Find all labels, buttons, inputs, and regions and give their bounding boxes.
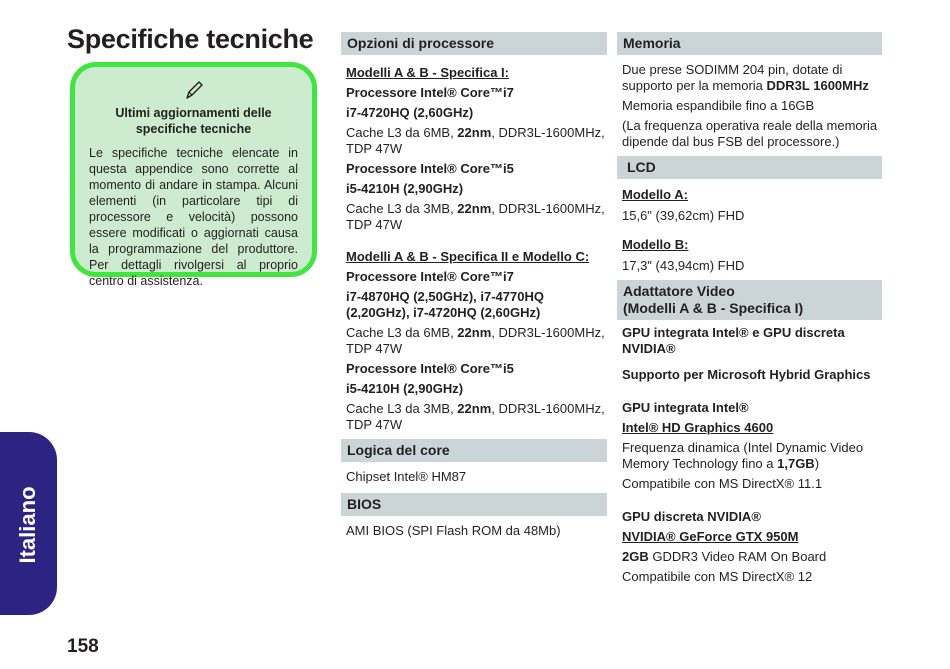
video-heading-line2: (Modelli A & B - Specifica I) [623, 300, 804, 316]
igpu-frequency: Frequenza dinamica (Intel Dynamic Video Memory Technology fino a 1,7GB) [622, 440, 864, 471]
memory-expandable: Memoria espandibile fino a 16GB [622, 98, 815, 113]
cpu-model: i7-4720HQ (2,60GHz) [346, 105, 474, 120]
note-body: Le specifiche tecniche elencate in questa appendice sono corrette al momento di andare in stampa. Alcuni elementi (in particolare tipi di processore e velocità) possono essere modificati o aggiornati causa la programmazione del produttore. Per dettagli rivolgersi al proprio centro di assistenza. [89, 146, 298, 288]
dgpu-model: NVIDIA® GeForce GTX 950M [622, 529, 799, 544]
column-processor [341, 32, 607, 539]
memory-slots: Due prese SODIMM 204 pin, dotate di supporto per la memoria DDR3L 1600MHz [622, 62, 869, 93]
page-title: Specifiche tecniche [67, 24, 314, 54]
spec-group-title: Modelli A & B - Specifica II e Modello C: [346, 249, 590, 264]
section-heading-processor: Opzioni di processore [341, 32, 607, 55]
dgpu-directx: Compatibile con MS DirectX® 12 [622, 569, 813, 584]
gpu-combo: GPU integrata Intel® e GPU discreta NVIDIA® [622, 325, 845, 356]
igpu-model: Intel® HD Graphics 4600 [622, 420, 774, 435]
cpu-model: i5-4210H (2,90GHz) [346, 381, 464, 396]
igpu-directx: Compatibile con MS DirectX® 11.1 [622, 476, 823, 491]
section-heading-video [617, 280, 882, 320]
cpu-model: i5-4210H (2,90GHz) [346, 181, 464, 196]
note-title: Ultimi aggiornamenti delle specifiche tecniche [115, 106, 272, 136]
page-number: 158 [67, 636, 99, 657]
dgpu-title: GPU discreta NVIDIA® [622, 509, 761, 524]
cpu-cache: Cache L3 da 3MB, 22nm, DDR3L-1600MHz, TDP 47W [346, 401, 605, 432]
cpu-name: Processore Intel® Core™i5 [346, 161, 514, 176]
bios-text: AMI BIOS (SPI Flash ROM da 48Mb) [346, 523, 561, 538]
memory-note: (La frequenza operativa reale della memoria dipende dal bus FSB del processore.) [622, 118, 878, 149]
section-heading-lcd: LCD [617, 156, 882, 179]
lcd-model-a-value: 15,6" (39,62cm) FHD [622, 208, 745, 223]
igpu-title: GPU integrata Intel® [622, 400, 749, 415]
cpu-cache: Cache L3 da 6MB, 22nm, DDR3L-1600MHz, TDP 47W [346, 125, 605, 156]
lcd-model-b-value: 17,3" (43,94cm) FHD [622, 258, 745, 273]
spec-group-title: Modelli A & B - Specifica I: [346, 65, 510, 80]
section-heading-core-logic: Logica del core [341, 439, 607, 462]
section-heading-memory: Memoria [617, 32, 882, 55]
update-note-box [70, 62, 317, 288]
language-side-tab-label: Italiano [15, 486, 40, 564]
video-heading-line1: Adattatore Video [623, 283, 735, 299]
section-heading-bios: BIOS [341, 493, 607, 516]
cpu-name: Processore Intel® Core™i5 [346, 361, 514, 376]
cpu-name: Processore Intel® Core™i7 [346, 85, 514, 100]
lcd-model-a-label: Modello A: [622, 187, 688, 202]
cpu-name: Processore Intel® Core™i7 [346, 269, 514, 284]
dgpu-ram: 2GB GDDR3 Video RAM On Board [622, 549, 827, 564]
core-logic-text: Chipset Intel® HM87 [346, 469, 467, 484]
pencil-icon [183, 79, 205, 101]
cpu-cache: Cache L3 da 6MB, 22nm, DDR3L-1600MHz, TDP 47W [346, 325, 605, 356]
hybrid-graphics: Supporto per Microsoft Hybrid Graphics [622, 367, 871, 382]
lcd-model-b-label: Modello B: [622, 237, 689, 252]
cpu-model: i7-4870HQ (2,50GHz), i7-4770HQ (2,20GHz), i7-4720HQ (2,60GHz) [346, 289, 544, 320]
column-memory-lcd-video [617, 32, 882, 585]
cpu-cache: Cache L3 da 3MB, 22nm, DDR3L-1600MHz, TDP 47W [346, 201, 605, 232]
